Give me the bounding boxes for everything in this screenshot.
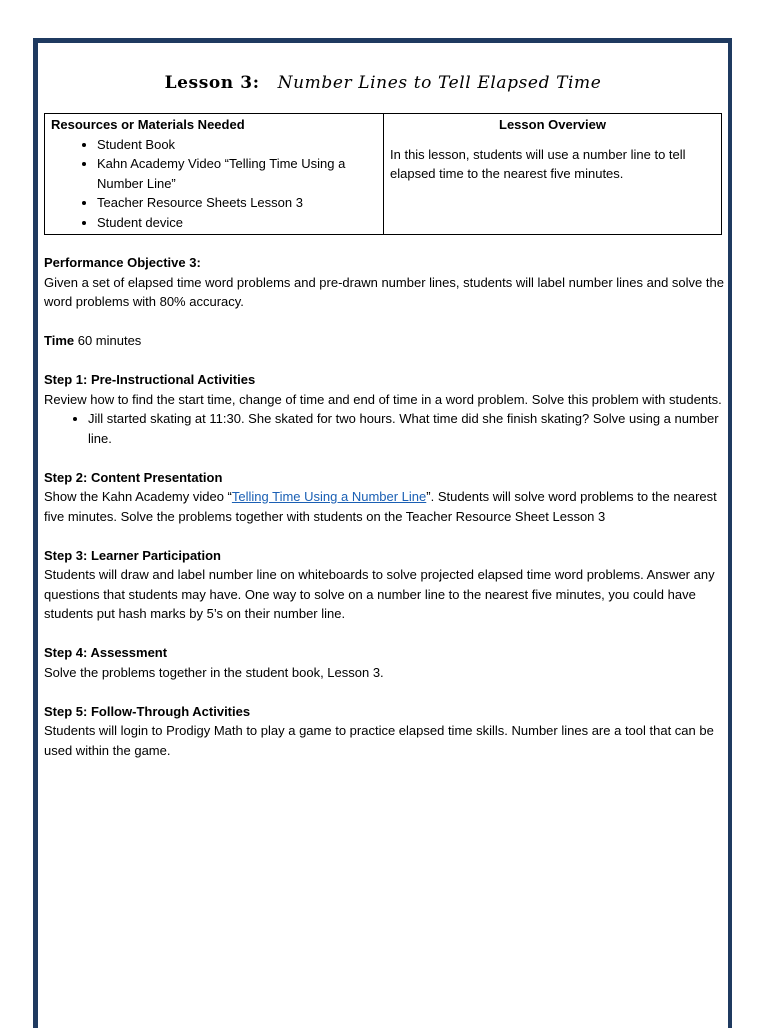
step4-text: Solve the problems together in the student book, Lesson 3. bbox=[44, 664, 384, 680]
step2-heading: Step 2: Content Presentation bbox=[44, 469, 223, 485]
overview-header: Lesson Overview bbox=[499, 117, 606, 132]
overview-text: In this lesson, students will use a number line to tell elapsed time to the nearest five minutes. bbox=[390, 146, 686, 181]
step1-bullet: • Jill started skating at 11:30. She skated for two hours. What time did she finish skating? Solve using a number line. bbox=[88, 409, 726, 448]
material-item: • Student Book bbox=[97, 135, 377, 155]
materials-list bbox=[51, 135, 377, 233]
time-value: 60 minutes bbox=[74, 333, 142, 348]
step4-heading: Step 4: Assessment bbox=[44, 645, 168, 660]
objective-text: Given a set of elapsed time word problems and pre-drawn number lines, students will label number lines and solve the word problems with 80% accuracy. bbox=[44, 274, 724, 309]
step5-text: Students will login to Prodigy Math to play a game to practice elapsed time skills. Number lines are a tool that can be used within the game. bbox=[44, 723, 714, 758]
step3-text: Students will draw and label number line on whiteboards to solve projected elapsed time word problems. Answer any questions that students may have. One way to solve on a number line to the nearest five minutes, you could have students put hash marks by 5’s on their number line. bbox=[44, 567, 715, 621]
video-link[interactable]: Telling Time Using a Number Line bbox=[231, 489, 427, 504]
step2-paragraph bbox=[44, 487, 726, 526]
time-line bbox=[44, 331, 726, 351]
lesson-number: Lesson 3: bbox=[164, 73, 260, 93]
step2-text-after: ”. Students will solve word problems to the nearest five minutes. Solve the problems together with students on the Teacher Resource Sheet Lesson 3 bbox=[44, 489, 717, 524]
step5-heading: Step 5: Follow-Through Activities bbox=[44, 703, 251, 719]
lesson-body bbox=[44, 253, 726, 760]
step1-text: Review how to find the start time, change of time and end of time in a word problem. Solve this problem with students. bbox=[44, 391, 722, 407]
materials-header: Resources or Materials Needed bbox=[51, 117, 245, 132]
overview-cell bbox=[384, 114, 722, 235]
step2-text-before: Show the Kahn Academy video “ bbox=[44, 489, 232, 504]
material-item: • Teacher Resource Sheets Lesson 3 bbox=[97, 193, 377, 213]
resources-table bbox=[44, 113, 722, 235]
objective-heading: Performance Objective 3: bbox=[44, 255, 201, 270]
time-label: Time bbox=[44, 333, 75, 348]
material-item: • Kahn Academy Video “Telling Time Using a Number Line” bbox=[97, 154, 377, 193]
page-title bbox=[38, 73, 728, 93]
step3-heading: Step 3: Learner Participation bbox=[44, 547, 221, 563]
lesson-topic: Number Lines to Tell Elapsed Time bbox=[277, 73, 602, 93]
material-item: • Student device bbox=[97, 213, 377, 233]
step1-list bbox=[44, 409, 726, 448]
step1-heading: Step 1: Pre-Instructional Activities bbox=[44, 372, 256, 387]
page-frame bbox=[33, 38, 732, 1028]
materials-cell bbox=[45, 114, 384, 235]
